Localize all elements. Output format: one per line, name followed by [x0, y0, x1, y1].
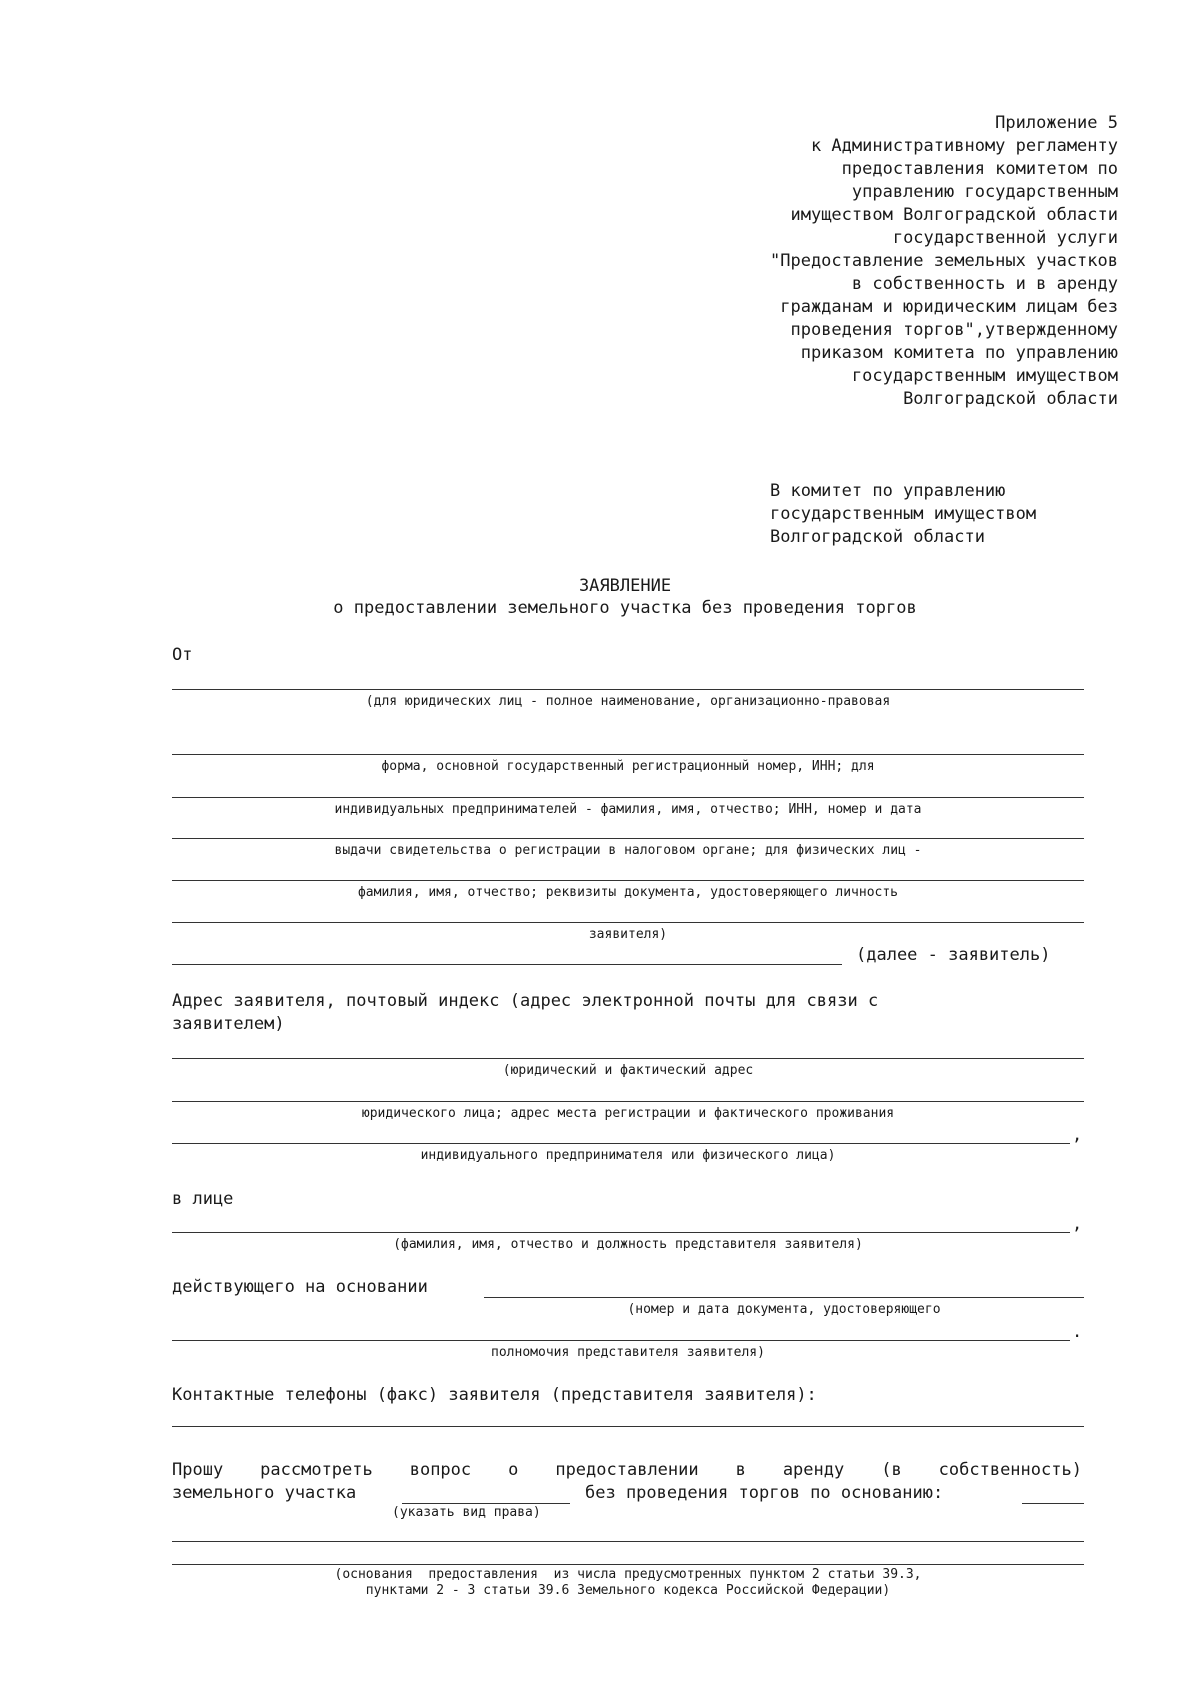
request-word: собственность) — [938, 1460, 1082, 1480]
appendix-line: приказом комитета по управлению — [800, 343, 1118, 363]
address-hint: юридического лица; адрес места регистрации и фактического проживания — [361, 1106, 895, 1121]
request-word: вопрос — [409, 1460, 472, 1480]
appendix-line: государственным имуществом — [851, 366, 1118, 386]
request-land-label: земельного участка — [172, 1483, 357, 1503]
from-line-1[interactable] — [172, 689, 1084, 690]
request-word: о — [508, 1460, 519, 1480]
request-word: Прошу — [172, 1460, 224, 1480]
phones-line[interactable] — [172, 1426, 1084, 1427]
request-word: рассмотреть — [260, 1460, 373, 1480]
request-word: предоставлении — [555, 1460, 699, 1480]
representative-hint: (фамилия, имя, отчество и должность представителя заявителя) — [393, 1237, 863, 1252]
from-line-7[interactable] — [172, 964, 842, 965]
request-line-2[interactable] — [172, 1564, 1084, 1565]
basis-line-1[interactable] — [484, 1297, 1084, 1298]
appendix-line: Волгоградской области — [903, 389, 1118, 409]
from-line-2[interactable] — [172, 754, 1084, 755]
address-label: Адрес заявителя, почтовый индекс (адрес электронной почты для связи с — [172, 991, 879, 1011]
request-word: (в — [881, 1460, 902, 1480]
from-hint: фамилия, имя, отчество; реквизиты документа, удостоверяющего личность — [357, 885, 899, 900]
from-line-3[interactable] — [172, 797, 1084, 798]
basis-label: действующего на основании — [172, 1277, 428, 1297]
request-text-line-1 — [172, 1459, 1082, 1482]
address-hint: индивидуального предпринимателя или физического лица) — [420, 1148, 836, 1163]
right-type-hint: (указать вид права) — [392, 1505, 541, 1520]
address-comma: , — [1072, 1125, 1083, 1145]
appendix-line: имуществом Волгоградской области — [790, 205, 1118, 225]
addressee-line: государственным имуществом — [770, 504, 1037, 524]
address-hint: (юридический и фактический адрес — [502, 1063, 754, 1078]
from-hint: форма, основной государственный регистрационный номер, ИНН; для — [381, 759, 875, 774]
basis-start-line[interactable] — [1022, 1503, 1084, 1504]
address-label-continued: заявителем) — [172, 1014, 285, 1034]
address-line-1[interactable] — [172, 1058, 1084, 1059]
right-type-line[interactable] — [402, 1503, 570, 1504]
applicant-suffix: (далее - заявитель) — [856, 945, 1051, 965]
request-basis-label: без проведения торгов по основанию: — [585, 1483, 944, 1503]
representative-label: в лице — [172, 1189, 234, 1209]
basis-hint: (номер и дата документа, удостоверяющего — [627, 1302, 941, 1317]
addressee-block — [770, 480, 1036, 549]
phones-label: Контактные телефоны (факс) заявителя (представителя заявителя): — [172, 1385, 817, 1405]
address-line-3[interactable] — [172, 1143, 1070, 1144]
addressee-line: В комитет по управлению — [770, 481, 1006, 501]
request-line-1[interactable] — [172, 1541, 1084, 1542]
appendix-line: государственной услуги — [892, 228, 1118, 248]
from-line-6[interactable] — [172, 922, 1084, 923]
basis-hint: полномочия представителя заявителя) — [491, 1345, 765, 1360]
addressee-line: Волгоградской области — [770, 527, 985, 547]
request-hint: (основания предоставления из числа предусмотренных пунктом 2 статьи 39.3, — [334, 1567, 922, 1582]
from-hint: индивидуальных предпринимателей - фамилия, имя, отчество; ИНН, номер и дата — [334, 802, 922, 817]
appendix-line: "Предоставление земельных участков — [770, 251, 1118, 271]
request-hint: пунктами 2 - 3 статьи 39.6 Земельного кодекса Российской Федерации) — [365, 1583, 891, 1598]
appendix-line: в собственность и в аренду — [851, 274, 1118, 294]
document-subtitle: о предоставлении земельного участка без проведения торгов — [333, 598, 917, 618]
basis-line-2[interactable] — [172, 1340, 1070, 1341]
from-label: От — [172, 645, 193, 665]
appendix-line: гражданам и юридическим лицам без — [780, 297, 1118, 317]
from-line-4[interactable] — [172, 838, 1084, 839]
appendix-line: к Административному регламенту — [810, 136, 1118, 156]
appendix-line: проведения торгов",утвержденному — [790, 320, 1118, 340]
basis-dot: . — [1072, 1322, 1083, 1342]
representative-comma: , — [1072, 1214, 1083, 1234]
request-word: аренду — [782, 1460, 845, 1480]
appendix-line: управлению государственным — [851, 182, 1118, 202]
from-hint: заявителя) — [588, 927, 668, 942]
appendix-header — [598, 112, 1118, 411]
appendix-line: предоставления комитетом по — [841, 159, 1118, 179]
document-title: ЗАЯВЛЕНИЕ — [578, 576, 672, 596]
appendix-line: Приложение 5 — [995, 113, 1118, 133]
from-hint: выдачи свидетельства о регистрации в налоговом органе; для физических лиц - — [334, 843, 922, 858]
representative-line[interactable] — [172, 1232, 1070, 1233]
from-hint: (для юридических лиц - полное наименование, организационно-правовая — [365, 694, 891, 709]
request-word: в — [735, 1460, 746, 1480]
address-line-2[interactable] — [172, 1101, 1084, 1102]
from-line-5[interactable] — [172, 880, 1084, 881]
